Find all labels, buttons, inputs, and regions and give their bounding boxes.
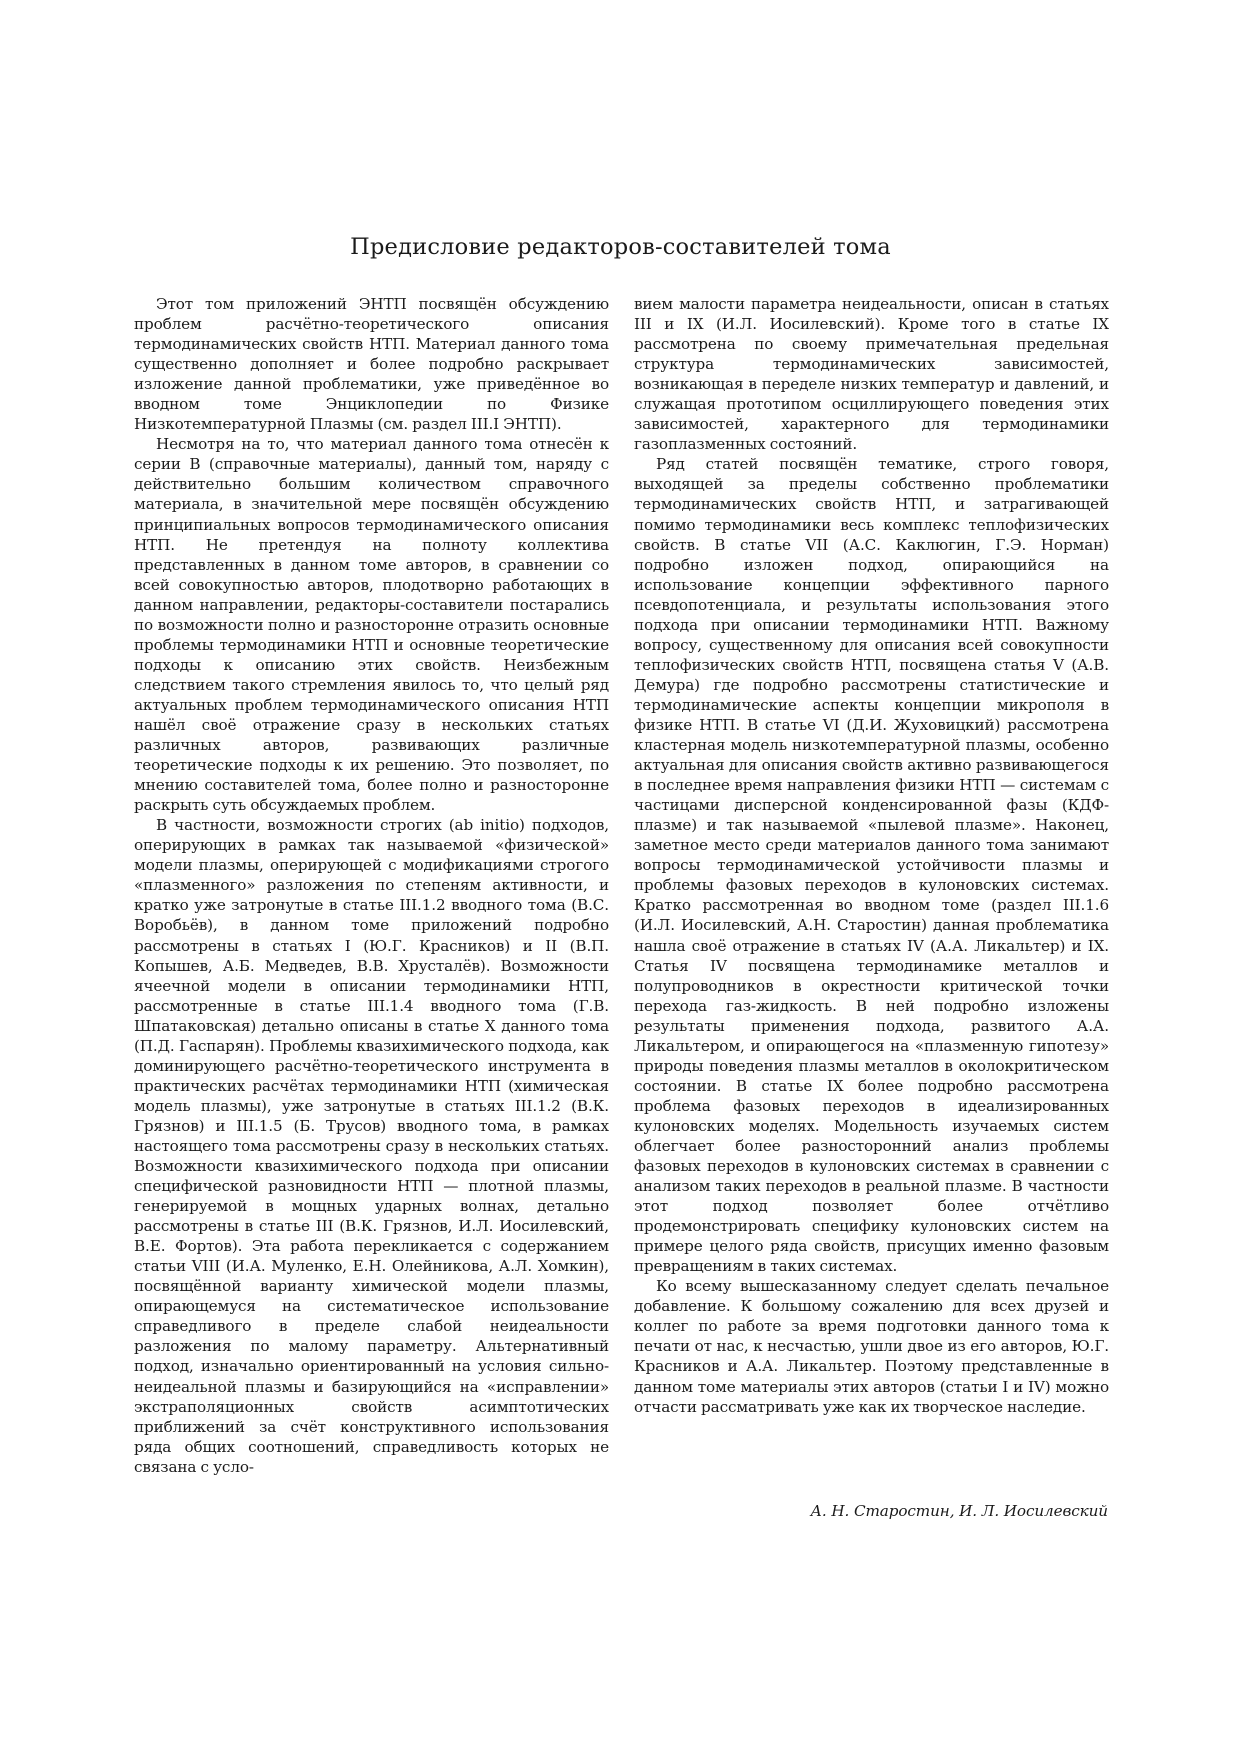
paragraph: Этот том приложений ЭНТП посвящён обсуждению проблем расчётно-теоретического описания термодинамических свойств НТП. Материал данного тома существенно дополняет и более подробно раскрывает изложение данной проблематики, уже приведённое во вводном томе Энциклопедии по Физике Низкотемпературной Плазмы (см. раздел III.I ЭНТП). bbox=[134, 295, 609, 434]
paragraph: Ко всему вышесказанному следует сделать печальное добавление. К большому сожалению для всех друзей и коллег по работе за время подготовки данного тома к печати от нас, к несчастью, ушли двое из его авторов, Ю.Г. Красников и А.А. Ликальтер. Поэтому представленные в данном томе материалы этих авторов (статьи I и IV) можно отчасти рассматривать уже как их творческое наследие. bbox=[634, 1277, 1109, 1416]
left-column bbox=[134, 294, 609, 1477]
paragraph: Несмотря на то, что материал данного тома отнесён к серии В (справочные материалы), данный том, наряду с действительно большим количеством справочного материала, в значительной мере посвящён обсуждению принципиальных вопросов термодинамического описания НТП. Не претендуя на полноту коллектива представленных в данном томе авторов, в сравнении со всей совокупностью авторов, плодотворно работающих в данном направлении, редакторы-составители постарались по возможности полно и разносторонне отразить основные проблемы термодинамики НТП и основные теоретические подходы к описанию этих свойств. Неизбежным следствием такого стремления явилось то, что целый ряд актуальных проблем термодинамического описания НТП нашёл своё отражение сразу в нескольких статьях различных авторов, развивающих различные теоретические подходы к их решению. Это позволяет, по мнению составителей тома, более полно и разносторонне раскрыть суть обсуждаемых проблем. bbox=[134, 435, 609, 815]
paragraph: Ряд статей посвящён тематике, строго говоря, выходящей за пределы собственно проблематики термодинамических свойств НТП, и затрагивающей помимо термодинамики весь комплекс теплофизических свойств. В статье VII (А.С. Каклюгин, Г.Э. Норман) подробно изложен подход, опирающийся на использование концепции эффективного парного псевдопотенциала, и результаты использования этого подхода при описании термодинамики НТП. Важному вопросу, существенному для описания всей совокупности теплофизических свойств НТП, посвящена статья V (А.В. Демура) где подробно рассмотрены статистические и термодинамические аспекты концепции микрополя в физике НТП. В статье VI (Д.И. Жуховицкий) рассмотрена кластерная модель низкотемпературной плазмы, особенно актуальная для описания свойств активно развивающегося в последнее время направления физики НТП — системам с частицами дисперсной конденсированной фазы (КДФ-плазме) и так называемой «пылевой плазме». Наконец, заметное место среди материалов данного тома занимают вопросы термодинамической устойчивости плазмы и проблемы фазовых переходов в кулоновских системах. Кратко рассмотренная во вводном томе (раздел III.1.6 (И.Л. Иосилевский, А.Н. Старостин) данная проблематика нашла своё отражение в статьях IV (А.А. Ликальтер) и IX. Статья IV посвящена термодинамике металлов и полупроводников в окрестности критической точки перехода газ-жидкость. В ней подробно изложены результаты применения подхода, развитого А.А. Ликальтером, и опирающегося на «плазменную гипотезу» природы поведения плазмы металлов в околокритическом состоянии. В статье IX более подробно рассмотрена проблема фазовых переходов в идеализированных кулоновских моделях. Модельность изучаемых систем облегчает более разносторонний анализ проблемы фазовых переходов в кулоновских системах в сравнении с анализом таких переходов в реальной плазме. В частности этот подход позволяет более отчётливо продемонстрировать специфику кулоновских систем на примере целого ряда свойств, присущих именно фазовым превращениям в таких системах. bbox=[634, 455, 1109, 1276]
right-column bbox=[634, 294, 1109, 1417]
editors-signature: А. Н. Старостин, И. Л. Иосилевский bbox=[810, 1502, 1108, 1520]
page-title: Предисловие редакторов-составителей тома bbox=[350, 234, 891, 260]
paragraph-continued: вием малости параметра неидеальности, описан в статьях III и IX (И.Л. Иосилевский). Кроме того в статье IX рассмотрена по своему примечательная предельная структура термодинамических зависимостей, возникающая в переделе низких температур и давлений, и служащая прототипом осциллирующего поведения этих зависимостей, характерного для термодинамики газоплазменных состояний. bbox=[634, 295, 1109, 454]
paragraph: В частности, возможности строгих (ab initio) подходов, оперирующих в рамках так называемой «физической» модели плазмы, оперирующей с модификациями строгого «плазменного» разложения по степеням активности, и кратко уже затронутые в статье III.1.2 вводного тома (В.С. Воробьёв), в данном томе приложений подробно рассмотрены в статьях I (Ю.Г. Красников) и II (В.П. Копышев, А.Б. Медведев, В.В. Хрусталёв). Возможности ячеечной модели в описании термодинамики НТП, рассмотренные в статье III.1.4 вводного тома (Г.В. Шпатаковская) детально описаны в статье X данного тома (П.Д. Гаспарян). Проблемы квазихимического подхода, как доминирующего расчётно-теоретического инструмента в практических расчётах термодинамики НТП (химическая модель плазмы), уже затронутые в статьях III.1.2 (В.К. Грязнов) и III.1.5 (Б. Трусов) вводного тома, в рамках настоящего тома рассмотрены сразу в нескольких статьях. Возможности квазихимического подхода при описании специфической разновидности НТП — плотной плазмы, генерируемой в мощных ударных волнах, детально рассмотрены в статье III (В.К. Грязнов, И.Л. Иосилевский, В.Е. Фортов). Эта работа перекликается с содержанием статьи VIII (И.А. Муленко, Е.Н. Олейникова, А.Л. Хомкин), посвящённой варианту химической модели плазмы, опирающемуся на систематическое использование справедливого в пределе слабой неидеальности разложения по малому параметру. Альтернативный подход, изначально ориентированный на условия сильно-неидеальной плазмы и базирующийся на «исправлении» экстраполяционных свойств асимптотических приближений за счёт конструктивного использования ряда общих соотношений, справедливость которых не связана с усло- bbox=[134, 816, 609, 1476]
